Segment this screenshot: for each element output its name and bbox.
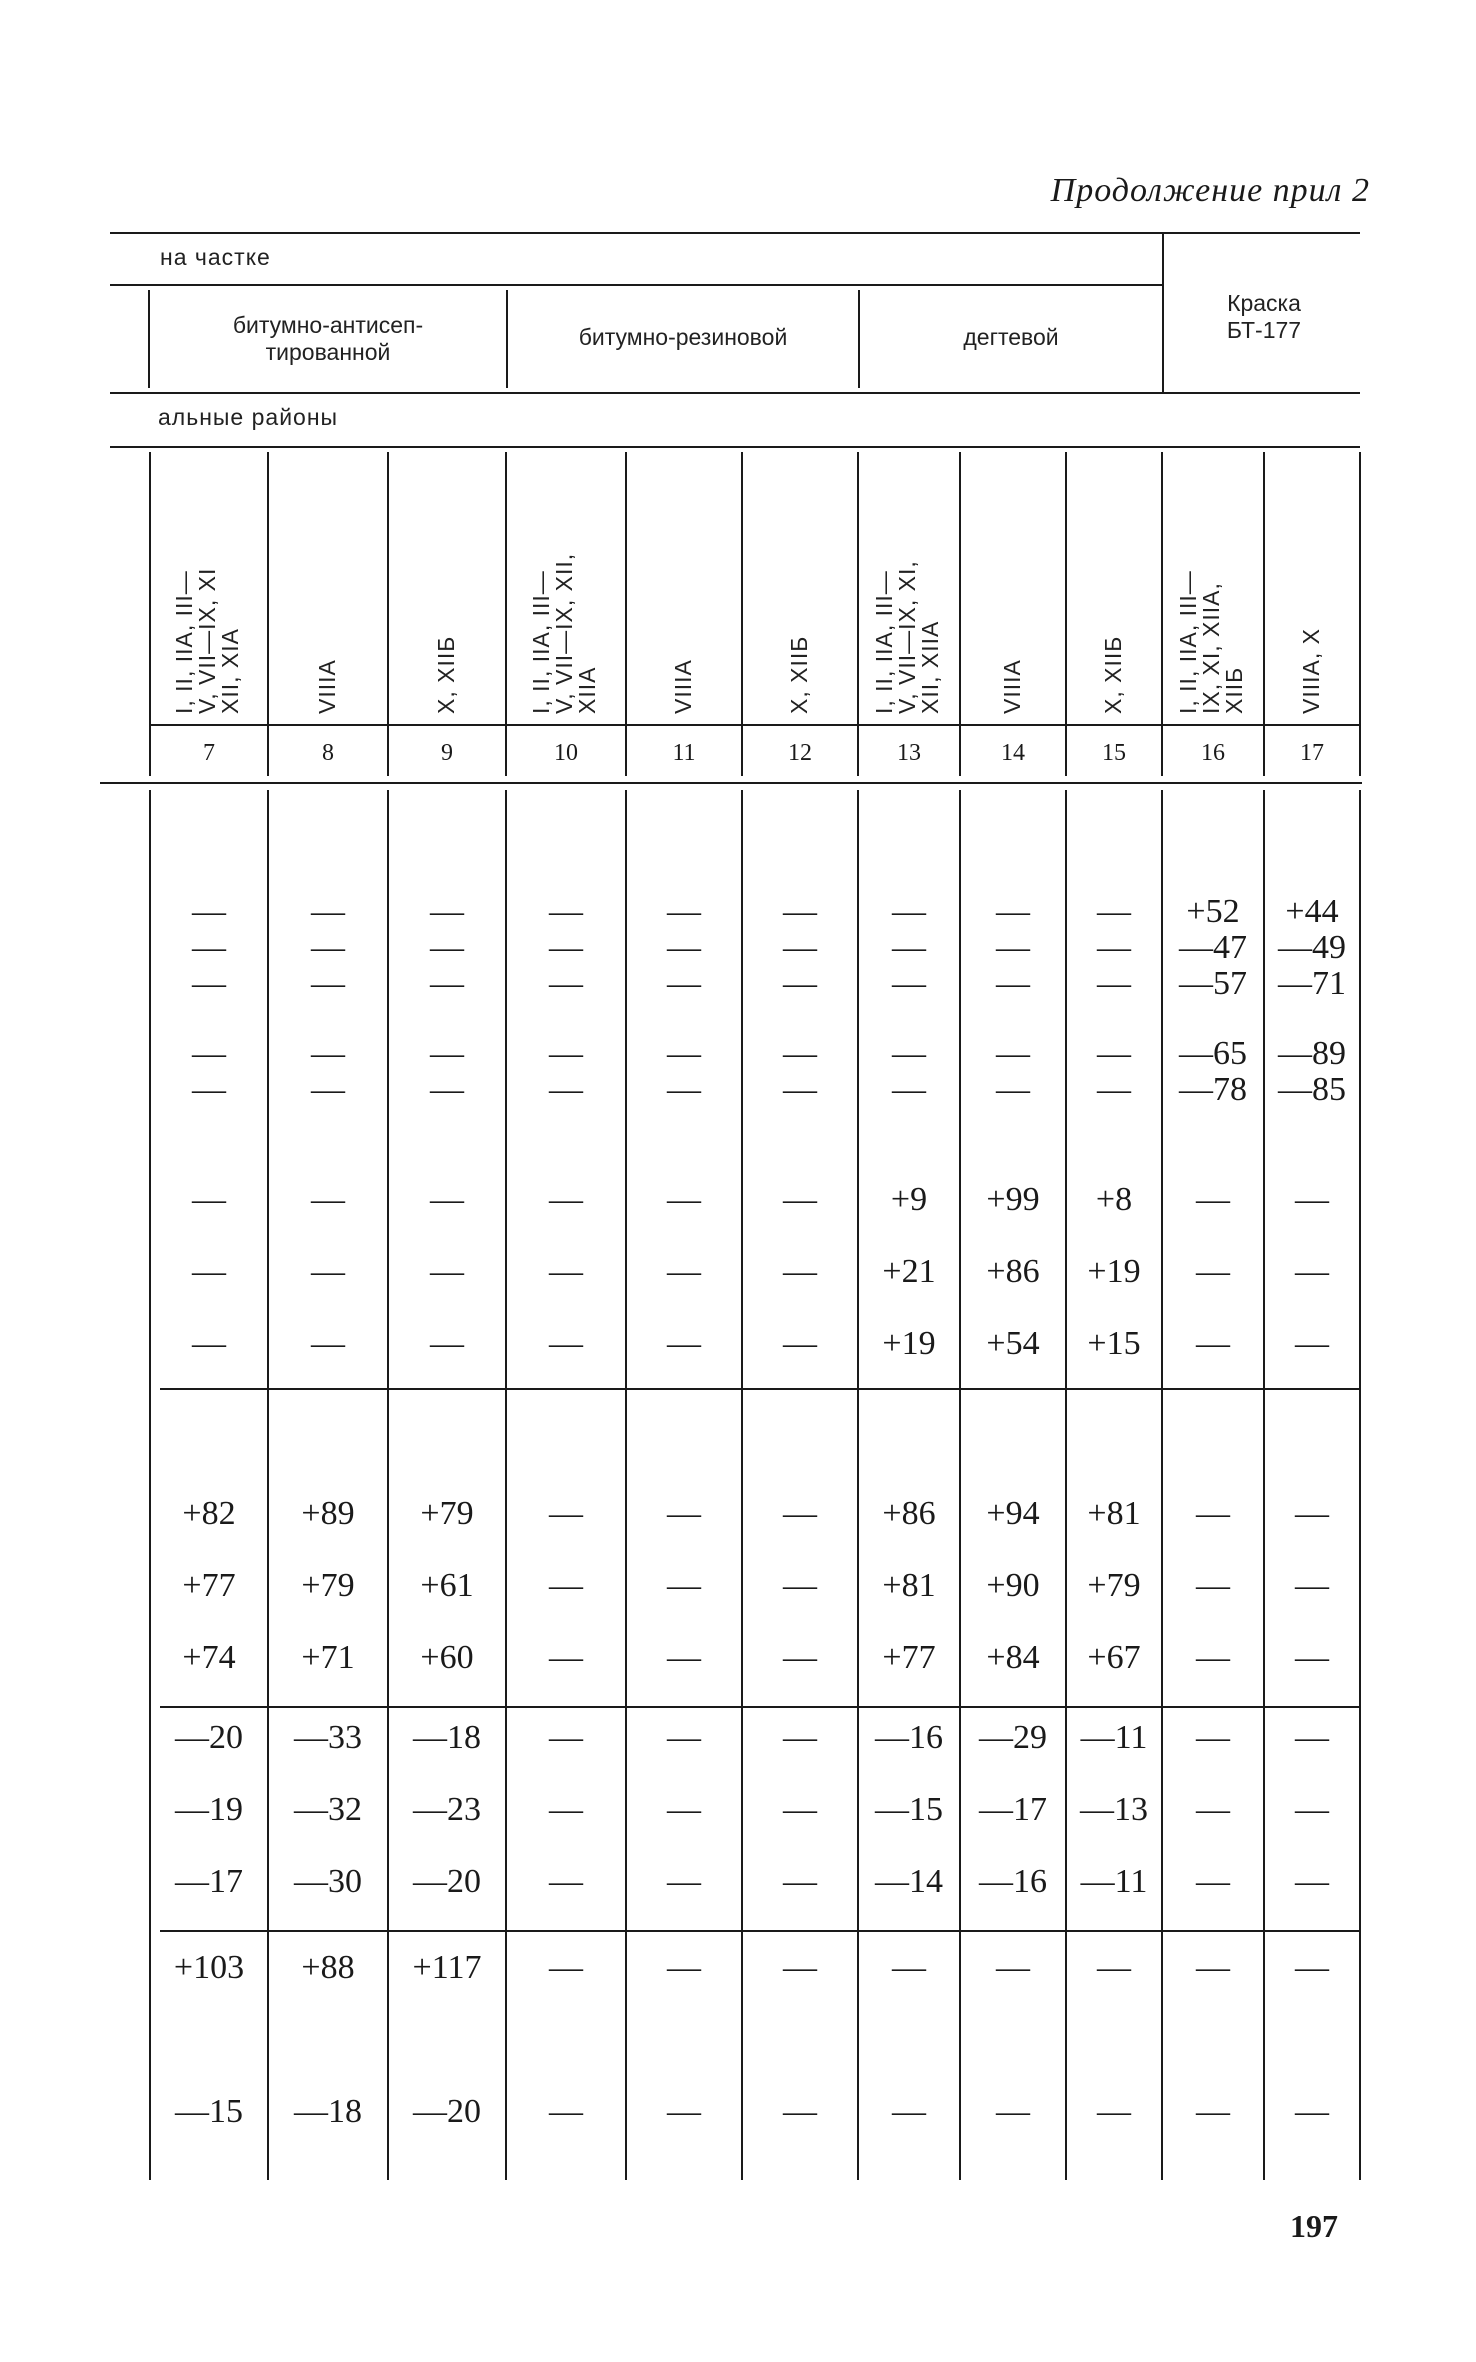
table-cell: —: [892, 965, 926, 1002]
group-bitumen-antiseptic: битумно-антисеп- тированной: [232, 312, 424, 365]
table-cell: —: [783, 929, 817, 966]
column-region-header: X, XIIБ: [786, 635, 812, 714]
table-cell: —: [549, 1791, 583, 1828]
table-cell: —: [192, 965, 226, 1002]
table-cell: —49: [1278, 929, 1346, 966]
table-cell: —: [1295, 1791, 1329, 1828]
table-cell: —: [783, 965, 817, 1002]
table-cell: —: [311, 929, 345, 966]
table-cell: —: [549, 1639, 583, 1676]
column-number: 7: [203, 740, 215, 766]
table-cell: +67: [1087, 1639, 1141, 1676]
group-rule: [110, 284, 1162, 286]
table-cell: —: [1295, 1253, 1329, 1290]
table-cell: —: [783, 1495, 817, 1532]
table-cell: —: [783, 1567, 817, 1604]
table-cell: —: [430, 893, 464, 930]
top-label: на частке: [160, 244, 271, 270]
table-cell: —: [783, 1863, 817, 1900]
table-cell: —: [549, 965, 583, 1002]
table-cell: —20: [413, 1863, 481, 1900]
table-cell: —: [1097, 965, 1131, 1002]
table-cell: —: [892, 929, 926, 966]
table-cell: +79: [420, 1495, 474, 1532]
table-cell: —: [1295, 1181, 1329, 1218]
table-cell: —: [1295, 1639, 1329, 1676]
table-cell: —: [1295, 1949, 1329, 1986]
table-cell: —: [549, 1325, 583, 1362]
column-rule: [857, 452, 859, 776]
colnum-top-rule: [150, 724, 1360, 726]
table-cell: +86: [882, 1495, 936, 1532]
column-rule: [267, 452, 269, 776]
table-cell: —: [311, 1325, 345, 1362]
table-cell: —: [783, 1253, 817, 1290]
table-cell: —19: [175, 1791, 243, 1828]
table-cell: —: [892, 893, 926, 930]
table-cell: +19: [1087, 1253, 1141, 1290]
table-cell: +71: [301, 1639, 355, 1676]
table-cell: —: [783, 1071, 817, 1108]
page-number: 197: [1290, 2208, 1338, 2244]
table-cell: —: [892, 1035, 926, 1072]
column-region-header: VIIIA: [999, 659, 1025, 714]
table-cell: —: [1196, 1325, 1230, 1362]
table-cell: —85: [1278, 1071, 1346, 1108]
column-region-header: X, XIIБ: [433, 635, 459, 714]
table-cell: —: [996, 1949, 1030, 1986]
table-cell: —: [311, 893, 345, 930]
table-cell: +77: [882, 1639, 936, 1676]
table-cell: —: [549, 1035, 583, 1072]
column-number: 13: [897, 740, 921, 766]
table-cell: +88: [301, 1949, 355, 1986]
table-cell: —: [549, 893, 583, 930]
table-cell: —: [783, 1035, 817, 1072]
column-region-header: I, II, IIA, III— IX, XI, XIIA, XIIБ: [1175, 570, 1247, 714]
table-cell: —: [996, 893, 1030, 930]
column-rule: [505, 452, 507, 776]
table-cell: —: [667, 1035, 701, 1072]
header-top-rule: [110, 232, 1360, 234]
column-rule: [387, 452, 389, 776]
table-cell: —32: [294, 1791, 362, 1828]
section-rule-2: [160, 1706, 1360, 1708]
table-cell: —: [996, 1071, 1030, 1108]
table-cell: —: [667, 929, 701, 966]
column-region-header: X, XIIБ: [1100, 635, 1126, 714]
paint-bt177: Краска БТ-177: [1226, 290, 1302, 343]
table-cell: —: [549, 1567, 583, 1604]
table-cell: —33: [294, 1719, 362, 1756]
table-cell: —: [192, 1035, 226, 1072]
table-cell: —: [1196, 2093, 1230, 2130]
table-cell: +89: [301, 1495, 355, 1532]
table-cell: —: [1097, 1071, 1131, 1108]
table-cell: —: [783, 2093, 817, 2130]
table-cell: +60: [420, 1639, 474, 1676]
table-cell: —: [667, 1949, 701, 1986]
table-cell: —: [1295, 1495, 1329, 1532]
table-cell: —: [783, 1791, 817, 1828]
table-cell: —: [996, 965, 1030, 1002]
column-rule: [149, 452, 151, 776]
region-top-rule: [110, 392, 1360, 394]
table-cell: —: [1295, 1863, 1329, 1900]
column-number: 17: [1300, 740, 1324, 766]
table-cell: —: [430, 1253, 464, 1290]
table-cell: —15: [175, 2093, 243, 2130]
table-cell: —: [1196, 1181, 1230, 1218]
table-cell: +86: [986, 1253, 1040, 1290]
table-cell: —: [549, 1949, 583, 1986]
table-cell: —89: [1278, 1035, 1346, 1072]
table-cell: —: [667, 893, 701, 930]
table-cell: +79: [1087, 1567, 1141, 1604]
table-cell: —: [1196, 1495, 1230, 1532]
table-cell: —65: [1179, 1035, 1247, 1072]
table-cell: +54: [986, 1325, 1040, 1362]
table-cell: —: [549, 1071, 583, 1108]
table-cell: —14: [875, 1863, 943, 1900]
table-cell: —: [549, 2093, 583, 2130]
table-cell: —: [549, 929, 583, 966]
column-number: 8: [322, 740, 334, 766]
table-cell: —: [996, 2093, 1030, 2130]
table-cell: —17: [175, 1863, 243, 1900]
table-cell: +90: [986, 1567, 1040, 1604]
table-cell: —: [311, 1253, 345, 1290]
table-cell: —: [667, 1253, 701, 1290]
column-region-header: I, II, IIA, III— V, VII—IX, XII, XIIA: [528, 552, 600, 714]
region-bottom-rule: [110, 446, 1360, 448]
table-cell: +82: [182, 1495, 236, 1532]
table-cell: —: [783, 1325, 817, 1362]
section-rule-3: [160, 1930, 1360, 1932]
table-cell: +103: [173, 1949, 245, 1986]
table-cell: —: [667, 1325, 701, 1362]
table-cell: —29: [979, 1719, 1047, 1756]
table-cell: —: [1097, 1035, 1131, 1072]
section-rule-1: [160, 1388, 1360, 1390]
table-cell: —: [1295, 1719, 1329, 1756]
table-cell: —: [667, 1863, 701, 1900]
table-cell: —: [783, 1719, 817, 1756]
table-cell: —11: [1080, 1863, 1148, 1900]
table-cell: —: [430, 1181, 464, 1218]
table-cell: —: [1097, 2093, 1131, 2130]
table-cell: —: [667, 2093, 701, 2130]
table-cell: +99: [986, 1181, 1040, 1218]
table-cell: —18: [294, 2093, 362, 2130]
table-cell: —: [996, 1035, 1030, 1072]
column-number: 12: [788, 740, 812, 766]
column-region-header: I, II, IIA, III— V, VII—IX, XI, XII, XIIA: [871, 560, 943, 714]
column-number: 10: [554, 740, 578, 766]
table-cell: —: [549, 1181, 583, 1218]
table-cell: —: [1196, 1949, 1230, 1986]
table-cell: +77: [182, 1567, 236, 1604]
table-cell: —: [192, 893, 226, 930]
column-number: 14: [1001, 740, 1025, 766]
column-rule: [625, 452, 627, 776]
table-cell: +19: [882, 1325, 936, 1362]
group-bitumen-rubber: битумно-резиновой: [578, 324, 788, 350]
header-bottom-rule: [100, 782, 1362, 784]
table-cell: —: [549, 1719, 583, 1756]
table-cell: —: [430, 1035, 464, 1072]
table-cell: —: [892, 1071, 926, 1108]
table-cell: —23: [413, 1791, 481, 1828]
table-cell: —: [1196, 1791, 1230, 1828]
region-label: альные районы: [158, 404, 339, 430]
table-cell: —: [311, 1071, 345, 1108]
table-cell: +52: [1186, 893, 1240, 930]
table-cell: —20: [413, 2093, 481, 2130]
table-cell: —: [311, 1181, 345, 1218]
table-cell: —: [192, 929, 226, 966]
table-cell: +61: [420, 1567, 474, 1604]
table-cell: —: [667, 1181, 701, 1218]
table-cell: —30: [294, 1863, 362, 1900]
table-cell: +81: [1087, 1495, 1141, 1532]
table-cell: +9: [890, 1181, 928, 1218]
table-cell: +117: [412, 1949, 482, 1986]
table-cell: +15: [1087, 1325, 1141, 1362]
continuation-caption: Продолжение прил 2: [1050, 172, 1370, 209]
table-cell: —: [1295, 1325, 1329, 1362]
table-cell: +8: [1095, 1181, 1133, 1218]
table-cell: —: [1295, 1567, 1329, 1604]
table-cell: —: [783, 1639, 817, 1676]
table-cell: —: [667, 1719, 701, 1756]
table-cell: —: [430, 1071, 464, 1108]
table-cell: —: [192, 1071, 226, 1108]
table-cell: —: [192, 1253, 226, 1290]
table-cell: —47: [1179, 929, 1247, 966]
table-cell: —: [667, 965, 701, 1002]
table-cell: —78: [1179, 1071, 1247, 1108]
table-cell: +94: [986, 1495, 1040, 1532]
table-cell: —: [892, 2093, 926, 2130]
table-cell: —: [1196, 1567, 1230, 1604]
table-cell: +79: [301, 1567, 355, 1604]
table-cell: —: [1097, 893, 1131, 930]
column-rule: [1065, 452, 1067, 776]
column-number: 15: [1102, 740, 1126, 766]
column-rule: [1263, 452, 1265, 776]
table-cell: —: [1196, 1719, 1230, 1756]
column-rule: [1161, 452, 1163, 776]
table-cell: —: [1196, 1253, 1230, 1290]
table-cell: —11: [1080, 1719, 1148, 1756]
table-cell: —15: [875, 1791, 943, 1828]
table-cell: —: [1295, 2093, 1329, 2130]
table-cell: —: [430, 929, 464, 966]
table-cell: —57: [1179, 965, 1247, 1002]
table-cell: —: [430, 965, 464, 1002]
table-cell: —: [667, 1071, 701, 1108]
table-cell: —: [667, 1791, 701, 1828]
column-region-header: VIIIA: [670, 659, 696, 714]
table-cell: —: [430, 1325, 464, 1362]
table-cell: —71: [1278, 965, 1346, 1002]
table-cell: —17: [979, 1791, 1047, 1828]
table-cell: —: [667, 1567, 701, 1604]
column-number: 9: [441, 740, 453, 766]
table-cell: —: [549, 1495, 583, 1532]
table-cell: —: [783, 1181, 817, 1218]
table-cell: +84: [986, 1639, 1040, 1676]
table-cell: —: [1196, 1639, 1230, 1676]
table-cell: +81: [882, 1567, 936, 1604]
table-cell: +21: [882, 1253, 936, 1290]
table-cell: —: [311, 965, 345, 1002]
column-number: 11: [672, 740, 696, 766]
table-cell: —: [1196, 1863, 1230, 1900]
table-cell: —: [549, 1863, 583, 1900]
column-region-header: VIIIA, X: [1298, 628, 1324, 714]
table-cell: —: [192, 1325, 226, 1362]
table-cell: —: [783, 1949, 817, 1986]
table-cell: —: [1097, 1949, 1131, 1986]
column-rule: [1359, 452, 1361, 776]
column-rule: [741, 452, 743, 776]
table-cell: —: [996, 929, 1030, 966]
table-cell: —13: [1080, 1791, 1148, 1828]
table-cell: —: [1097, 929, 1131, 966]
table-cell: —20: [175, 1719, 243, 1756]
table-cell: —18: [413, 1719, 481, 1756]
group-tar: дегтевой: [963, 324, 1059, 350]
table-cell: —: [783, 893, 817, 930]
column-number: 16: [1201, 740, 1225, 766]
table-cell: —16: [875, 1719, 943, 1756]
table-cell: —: [311, 1035, 345, 1072]
table-cell: —16: [979, 1863, 1047, 1900]
table-cell: —: [892, 1949, 926, 1986]
table-cell: —: [192, 1181, 226, 1218]
column-region-header: I, II, IIA, III— V, VII—IX, XI XII, XIA: [171, 567, 243, 714]
table-cell: —: [667, 1639, 701, 1676]
column-rule: [959, 452, 961, 776]
table-cell: —: [549, 1253, 583, 1290]
table-cell: —: [667, 1495, 701, 1532]
column-region-header: VIIIA: [314, 659, 340, 714]
table-cell: +44: [1285, 893, 1339, 930]
table-cell: +74: [182, 1639, 236, 1676]
